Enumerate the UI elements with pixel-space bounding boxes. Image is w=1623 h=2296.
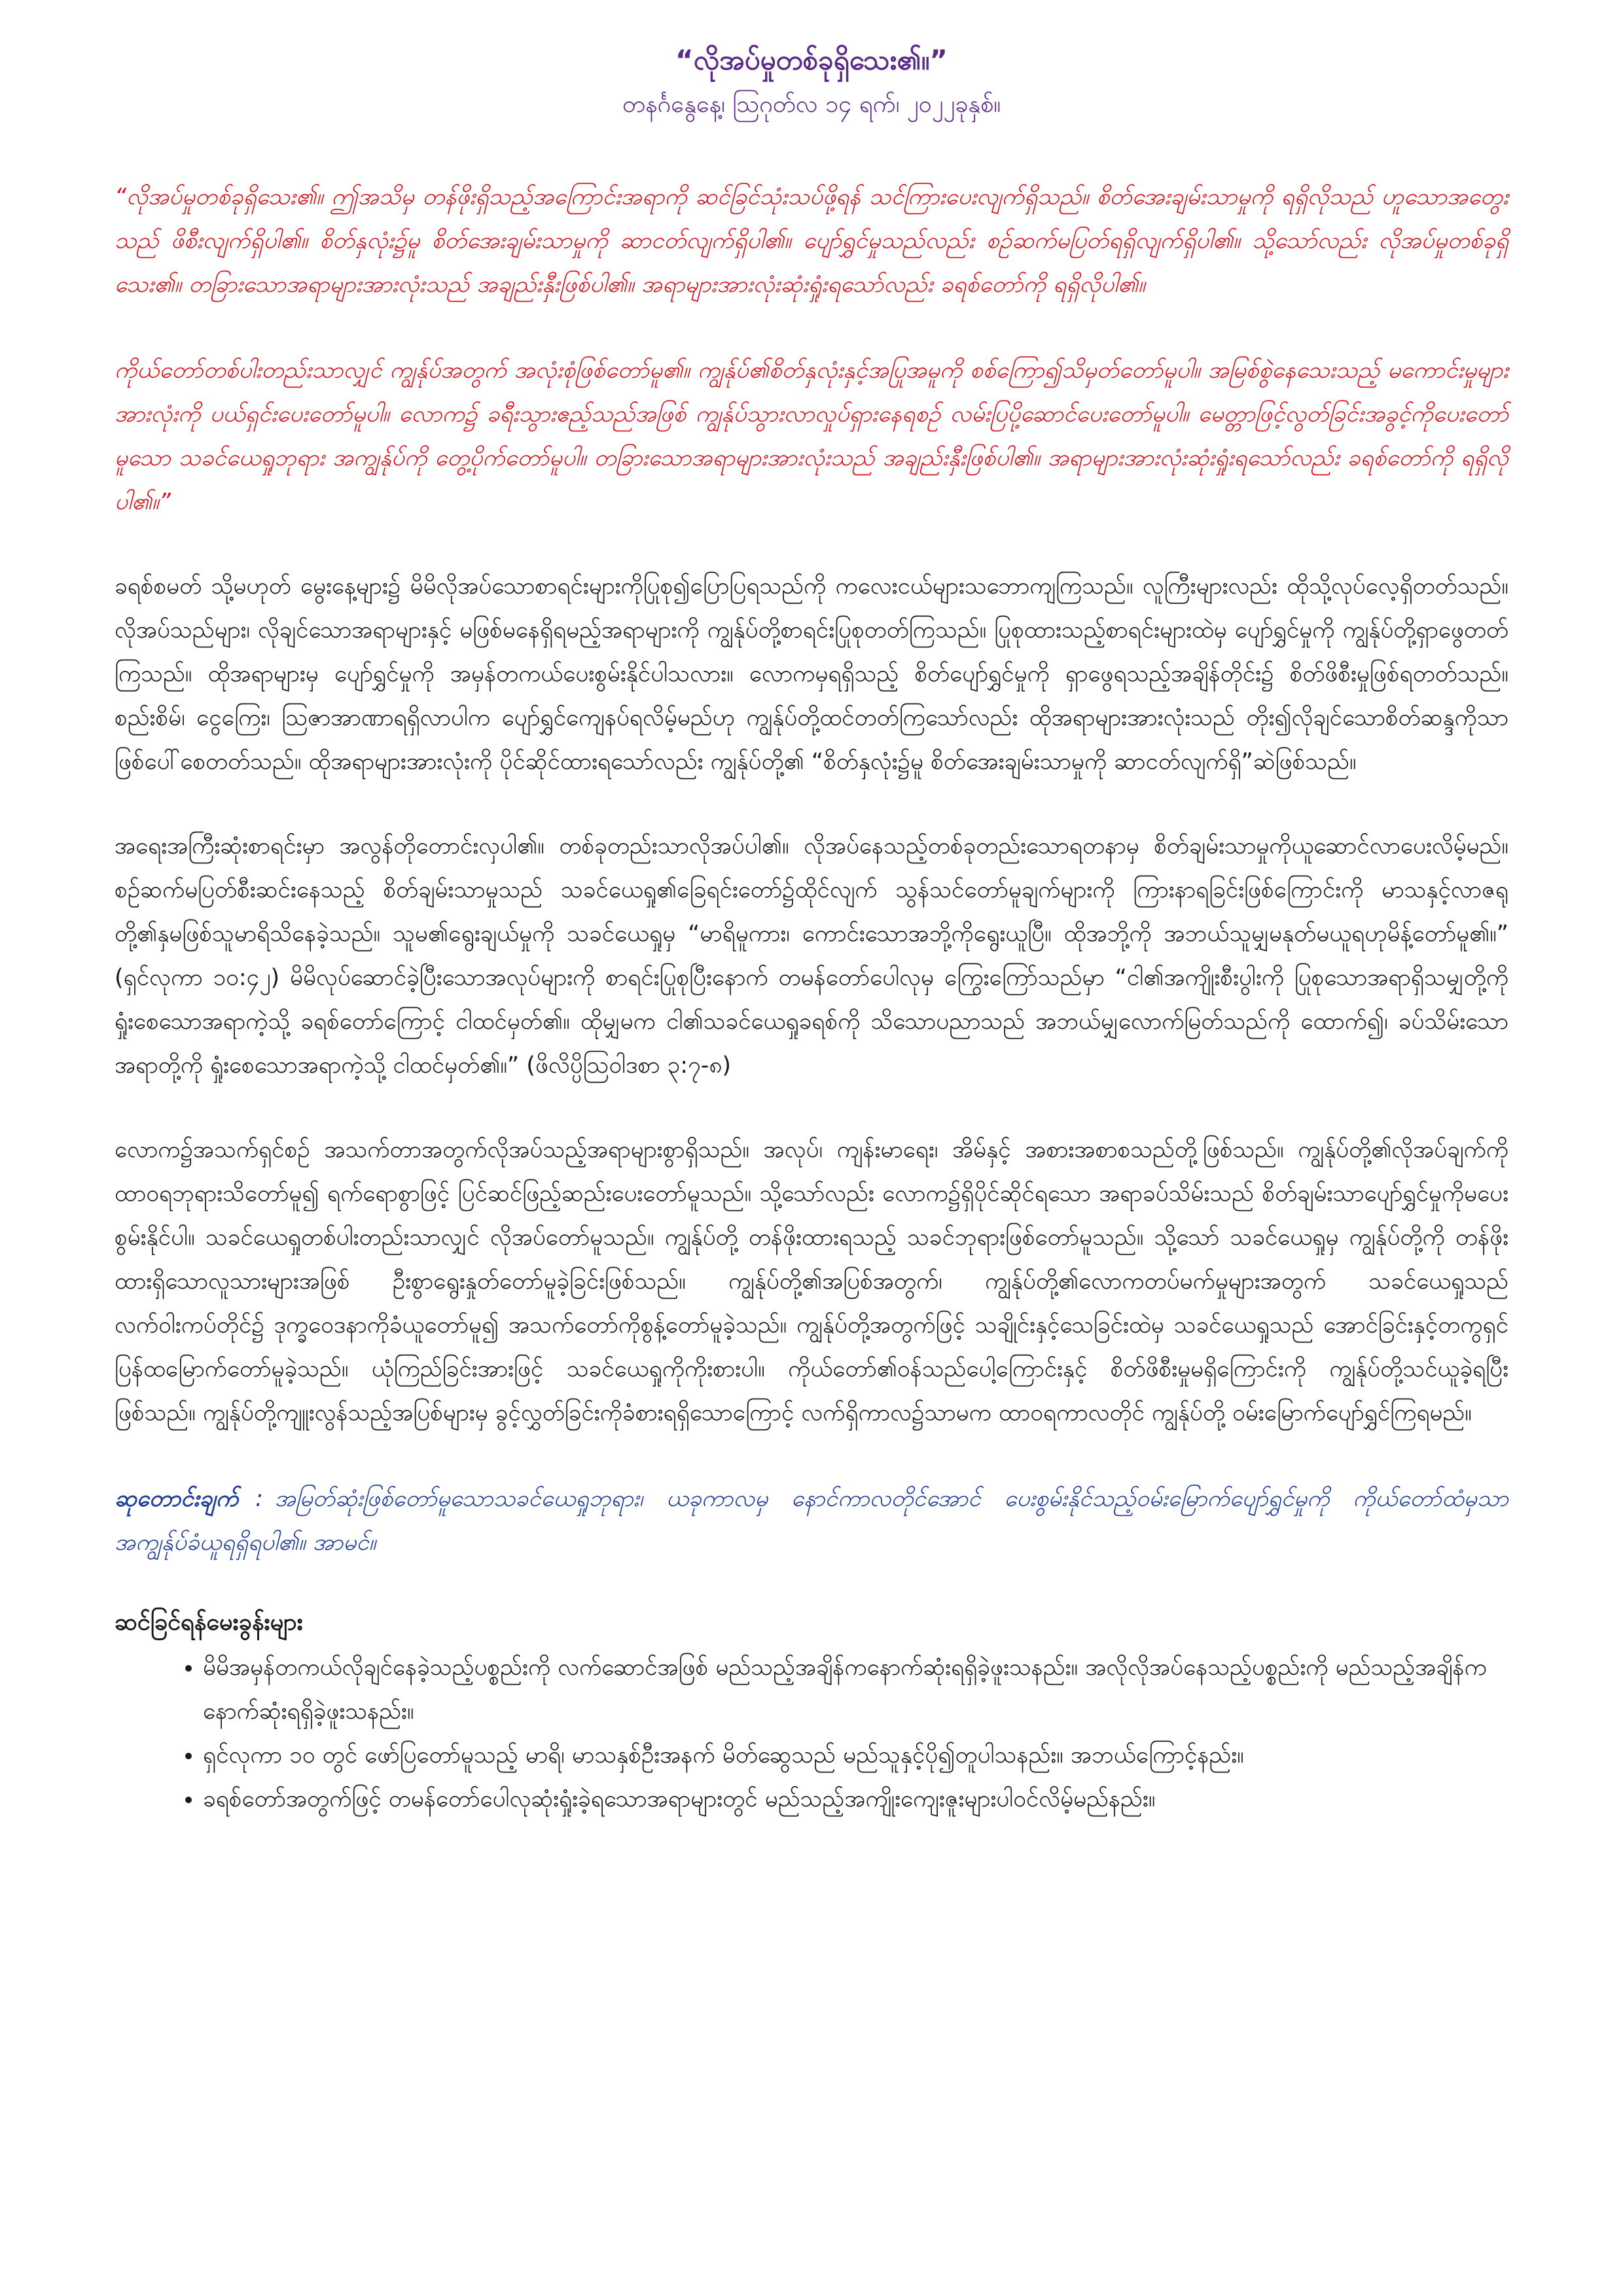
question-item-2: • ရှင်လုကာ ၁၀ တွင် ဖော်ပြတော်မူသည့် မာရိ၊ မာသနှစ်ဦးအနက် မိတ်ဆွေသည် မည်သူနှင့်ပို၍တူပါသနည်း။ အဘယ်ကြောင့်နည်း။ (203, 1734, 1508, 1778)
prayer-text: အမြတ်ဆုံးဖြစ်တော်မူသောသခင်ယေရှုဘုရား၊ ယခုကာလမှ နောင်ကာလတိုင်အောင် ပေးစွမ်းနိုင်သည့်ဝမ်းမြောက်ပျော်ရွှင်မှုကို ကိုယ်တော်ထံမှသာ အကျွန်ုပ်ခံယူရရှိရပါ၏။ အာမင်။ (115, 1486, 1508, 1556)
prayer-block (115, 1477, 1508, 1565)
questions-heading: ဆင်ခြင်ရန်မေးခွန်းများ (115, 1609, 303, 1636)
question-item-1: • မိမိအမှန်တကယ်လိုချင်နေခဲ့သည့်ပစ္စည်းကို လက်ဆောင်အဖြစ် မည်သည့်အချိန်ကနောက်ဆုံးရရှိခဲ့ဖူးသနည်း။ အလိုလိုအပ်နေသည့်ပစ္စည်းကို မည်သည့်အချိန်က နောက်ဆုံးရရှိခဲ့ဖူးသနည်း။ (203, 1646, 1508, 1734)
page-date: တနင်္ဂနွေနေ့၊ ဩဂုတ်လ ၁၄ ရက်၊ ၂၀၂၂ခုနှစ်။ (622, 91, 1001, 118)
quote-paragraph-2: ကိုယ်တော်တစ်ပါးတည်းသာလျှင် ကျွန်ုပ်အတွက် အလုံးစုံဖြစ်တော်မူ၏။ ကျွန်ုပ်၏စိတ်နှလုံးနှင့်အပြုအမူကို စစ်ကြော၍သိမှတ်တော်မူပါ။ အမြစ်စွဲနေသေးသည့် မကောင်းမှုများအားလုံးကို ပယ်ရှင်းပေးတော်မူပါ။ လောက၌ ခရီးသွားဧည့်သည်အဖြစ် ကျွန်ုပ်သွားလာလှုပ်ရှားနေရစဉ် လမ်းပြပို့ဆောင်ပေးတော်မူပါ။ မေတ္တာဖြင့်လွတ်ခြင်းအခွင့်ကိုပေးတော်မူသော သခင်ယေရှုဘုရား အကျွန်ုပ်ကို တွေ့ပိုက်တော်မူပါ။ တခြားသောအရာများအားလုံးသည် အချည်းနှီးဖြစ်ပါ၏။ အရာများအားလုံးဆုံးရှုံးရသော်လည်း ခရစ်တော်ကို ရရှိလိုပါ၏။” (115, 357, 1508, 515)
body-paragraph-2: အရေးအကြီးဆုံးစာရင်းမှာ အလွန်တိုတောင်းလှပါ၏။ တစ်ခုတည်းသာလိုအပ်ပါ၏။ လိုအပ်နေသည့်တစ်ခုတည်းသောရတနာမှ စိတ်ချမ်းသာမှုကိုယူဆောင်လာပေးလိမ့်မည်။ စဉ်ဆက်မပြတ်စီးဆင်းနေသည့် စိတ်ချမ်းသာမှုသည် သခင်ယေရှု၏ခြေရင်းတော်၌ထိုင်လျက် သွန်သင်တော်မူချက်များကို ကြားနာရခြင်းဖြစ်ကြောင်းကို မာသနှင့်လာဇရုတို့၏နှမဖြစ်သူမာရိသိနေခဲ့သည်။ သူမ၏ရွေးချယ်မှုကို သခင်ယေရှုမှ “မာရိမူကား၊ ကောင်းသောအဘို့ကိုရွေးယူပြီ။ ထိုအဘို့ကို အဘယ်သူမျှမနုတ်မယူရဟုမိန့်တော်မူ၏။” (ရှင်လုကာ ၁၀:၄၂) မိမိလုပ်ဆောင်ခဲ့ပြီးသောအလုပ်များကို စာရင်းပြုစုပြီးနောက် တမန်တော်ပေါလုမှ ကြွေးကြော်သည်မှာ “ငါ၏အကျိုးစီးပွါးကို ပြုစုသောအရာရှိသမျှတို့ကို ရှုံးစေသောအရာကဲ့သို့ ခရစ်တော်ကြောင့် ငါထင်မှတ်၏။ ထိုမျှမက ငါ၏သခင်ယေရှုခရစ်ကို သိသောပညာသည် အဘယ်မျှလောက်မြတ်သည်ကို ထောက်၍၊ ခပ်သိမ်းသောအရာတို့ကို ရှုံးစေသောအရာကဲ့သို့ ငါထင်မှတ်၏။” (ဖိလိပ္ပိဩဝါဒစာ ၃:၇-၈) (115, 833, 1508, 1079)
prayer-colon: : (255, 1486, 263, 1512)
questions-list (115, 1646, 1508, 1821)
body-paragraph-1: ခရစ်စမတ် သို့မဟုတ် မွေးနေ့များ၌ မိမိလိုအပ်သောစာရင်းများကိုပြုစု၍ပြောပြရသည်ကို ကလေးငယ်များသဘောကျကြသည်။ လူကြီးများလည်း ထိုသို့လုပ်လေ့ရှိတတ်သည်။ လိုအပ်သည်များ၊ လိုချင်သောအရာများနှင့် မဖြစ်မနေရှိရမည့်အရာများကို ကျွန်ုပ်တို့စာရင်းပြုစုတတ်ကြသည်။ ပြုစုထားသည့်စာရင်းများထဲမှ ပျော်ရွှင်မှုကို ကျွန်ုပ်တို့ရှာဖွေတတ်ကြသည်။ ထိုအရာများမှ ပျော်ရွှင်မှုကို အမှန်တကယ်ပေးစွမ်းနိုင်ပါသလား။ လောကမှရရှိသည့် စိတ်ပျော်ရွှင်မှုကို ရှာဖွေရသည့်အချိန်တိုင်း၌ စိတ်ဖိစီးမှုဖြစ်ရတတ်သည်။ စည်းစိမ်၊ ငွေကြေး၊ ဩဇာအာဏာရရှိလာပါက ပျော်ရွှင်ကျေနပ်ရလိမ့်မည်ဟု ကျွန်ုပ်တို့ထင်တတ်ကြသော်လည်း ထိုအရာများအားလုံးသည် တိုး၍လိုချင်သောစိတ်ဆန္ဒကိုသာဖြစ်ပေါ်စေတတ်သည်။ ထိုအရာများအားလုံးကို ပိုင်ဆိုင်ထားရသော်လည်း ကျွန်ုပ်တို့၏ “စိတ်နှလုံး၌မူ စိတ်အေးချမ်းသာမှုကို ဆာငတ်လျက်ရှိ”ဆဲဖြစ်သည်။ (115, 573, 1508, 775)
quote-paragraph-1: “လိုအပ်မှုတစ်ခုရှိသေး၏။ ဤအသိမှ တန်ဖိုးရှိသည့်အကြောင်းအရာကို ဆင်ခြင်သုံးသပ်ဖို့ရန် သင်ကြားပေးလျက်ရှိသည်။ စိတ်အေးချမ်းသာမှုကို ရရှိလိုသည် ဟူသောအတွေးသည် ဖိစီးလျက်ရှိပါ၏။ စိတ်နှလုံး၌မူ စိတ်အေးချမ်းသာမှုကို ဆာငတ်လျက်ရှိပါ၏။ ပျော်ရွှင်မှုသည်လည်း စဉ်ဆက်မပြတ်ရရှိလျက်ရှိပါ၏။ သို့သော်လည်း လိုအပ်မှုတစ်ခုရှိသေး၏။ တခြားသောအရာများအားလုံးသည် အချည်းနှီးဖြစ်ပါ၏။ အရာများအားလုံးဆုံးရှုံးရသော်လည်း ခရစ်တော်ကို ရရှိလိုပါ၏။ (115, 184, 1508, 298)
body-paragraph-3: လောက၌အသက်ရှင်စဉ် အသက်တာအတွက်လိုအပ်သည့်အရာများစွာရှိသည်။ အလုပ်၊ ကျန်းမာရေး၊ အိမ်နှင့် အစားအစာစသည်တို့ဖြစ်သည်။ ကျွန်ုပ်တို့၏လိုအပ်ချက်ကို ထာဝရဘုရားသိတော်မူ၍ ရက်ရောစွာဖြင့် ပြင်ဆင်ဖြည့်ဆည်းပေးတော်မူသည်။ သို့သော်လည်း လောက၌ရှိပိုင်ဆိုင်ရသော အရာခပ်သိမ်းသည် စိတ်ချမ်းသာပျော်ရွှင်မှုကိုမပေးစွမ်းနိုင်ပါ။ သခင်ယေရှုတစ်ပါးတည်းသာလျှင် လိုအပ်တော်မူသည်။ ကျွန်ုပ်တို့ တန်ဖိုးထားရသည့် သခင်ဘုရားဖြစ်တော်မူသည်။ သို့သော် သခင်ယေရှုမှ ကျွန်ုပ်တို့ကို တန်ဖိုးထားရှိသောလူသားများအဖြစ် ဦးစွာရွေးနှုတ်တော်မူခဲ့ခြင်းဖြစ်သည်။ ကျွန်ုပ်တို့၏အပြစ်အတွက်၊ ကျွန်ုပ်တို့၏လောကတပ်မက်မှုများအတွက် သခင်ယေရှုသည် လက်ဝါးကပ်တိုင်၌ ဒုက္ခဝေဒနာကိုခံယူတော်မူ၍ အသက်တော်ကိုစွန့်တော်မူခဲ့သည်။ ကျွန်ုပ်တို့အတွက်ဖြင့် သချိုင်းနှင့်သေခြင်းထဲမှ သခင်ယေရှုသည် အောင်ခြင်းနှင့်တကွရှင်ပြန်ထမြောက်တော်မူခဲ့သည်။ ယုံကြည်ခြင်းအားဖြင့် သခင်ယေရှုကိုကိုးစားပါ။ ကိုယ်တော်၏ဝန်သည်ပေါ့ကြောင်းနှင့် စိတ်ဖိစီးမှုမရှိကြောင်းကို ကျွန်ုပ်တို့သင်ယူခဲ့ရပြီးဖြစ်သည်။ ကျွန်ုပ်တို့ကျူးလွန်သည့်အပြစ်များမှ ခွင့်လွှတ်ခြင်းကိုခံစားရရှိသောကြောင့် လက်ရှိကာလ၌သာမက ထာဝရကာလတိုင် ကျွန်ုပ်တို့ ဝမ်းမြောက်ပျော်ရွှင်ကြရမည်။ (115, 1137, 1508, 1426)
question-item-3: • ခရစ်တော်အတွက်ဖြင့် တမန်တော်ပေါလုဆုံးရှုံးခဲ့ရသောအရာများတွင် မည်သည့်အကျိုးကျေးဇူးများပါဝင်လိမ့်မည်နည်း။ (203, 1778, 1508, 1821)
page-title: “လိုအပ်မှုတစ်ခုရှိသေး၏။” (675, 44, 948, 76)
prayer-label: ဆုတောင်းချက် (115, 1486, 239, 1512)
